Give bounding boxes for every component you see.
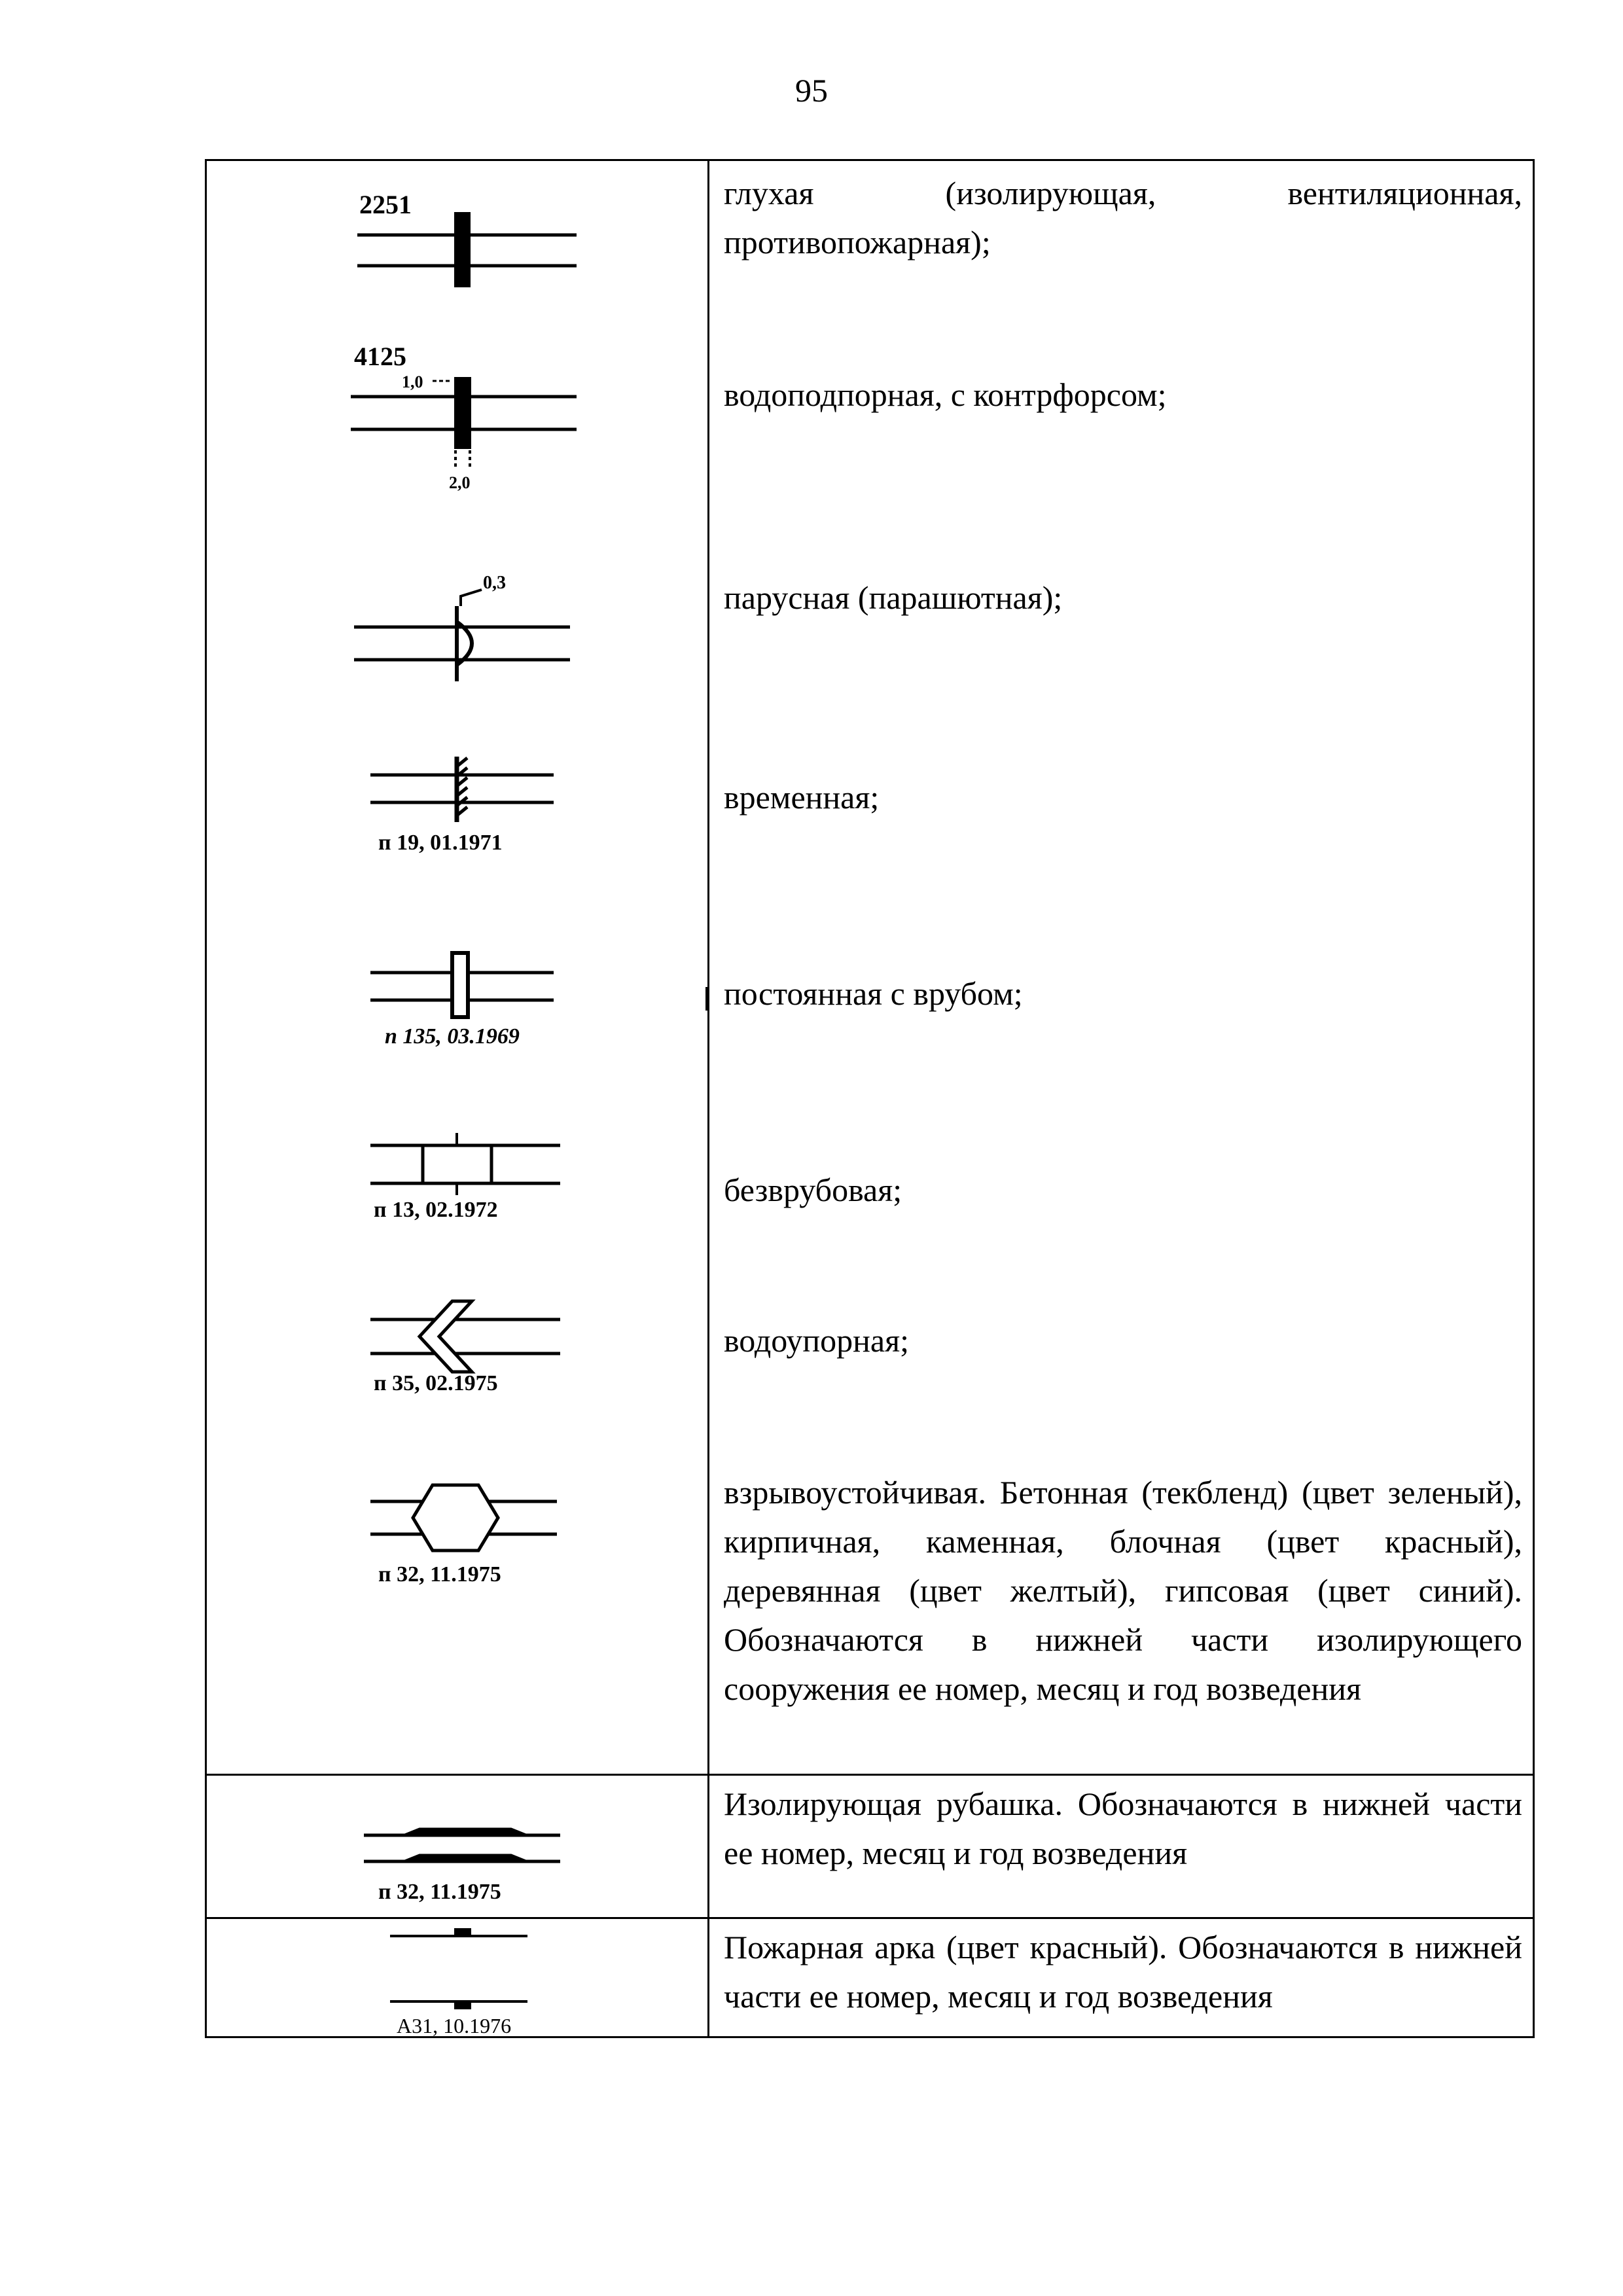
description-fire-arch: Пожарная арка (цвет красный). Обозначаются в нижней части ее номер, месяц и год возведения	[724, 1929, 1522, 2015]
row-divider	[207, 1917, 1533, 1919]
symbol-temporary	[207, 750, 707, 868]
symbol-blind-barrier	[207, 174, 707, 305]
symbol-no-notch	[207, 1130, 707, 1254]
symbol-water-retaining	[207, 338, 707, 508]
symbol-label: п 35, 02.1975	[374, 1371, 498, 1395]
symbol-blast-resistant	[207, 1477, 707, 1614]
symbol-waterproof	[207, 1300, 707, 1424]
column-divider	[707, 161, 709, 2036]
description-blind: глухая (изолирующая, вентиляционная, противопожарная);	[724, 175, 1522, 260]
description-temporary: временная;	[724, 779, 880, 816]
description-waterproof: водоупорная;	[724, 1322, 909, 1359]
symbol-label: п 13, 02.1972	[374, 1198, 498, 1222]
description-blast-resistant: взрывоустойчивая. Бетонная (текбленд) (цвет зеленый), кирпичная, каменная, блочная (цвет красный), деревянная (цвет желтый), гипсовая (цвет синий). Обозначаются в нижней части изолирующего сооружения ее номер, месяц и год возведения	[724, 1474, 1522, 1707]
symbol-sail	[207, 554, 707, 685]
page-number: 95	[795, 72, 828, 109]
symbol-label: А31, 10.1976	[397, 2014, 512, 2037]
symbol-label: п 32, 11.1975	[378, 1562, 501, 1587]
description-water-retaining: водоподпорная, с контрфорсом;	[724, 376, 1167, 413]
description-insulating-jacket: Изолирующая рубашка. Обозначаются в нижней части ее номер, месяц и год возведения	[724, 1785, 1522, 1871]
symbol-fire-arch	[207, 1922, 707, 2039]
symbol-label: п 32, 11.1975	[378, 1880, 501, 1904]
description-sail: парусная (парашютная);	[724, 579, 1063, 616]
dimension-bottom: 2,0	[449, 473, 471, 492]
symbol-label: 4125	[354, 342, 406, 371]
symbol-insulating-jacket	[207, 1804, 707, 1915]
legend-table	[205, 159, 1535, 2038]
description-permanent-notched: постоянная с врубом;	[724, 975, 1023, 1012]
symbol-label: п 19, 01.1971	[378, 831, 503, 855]
row-divider	[207, 1774, 1533, 1776]
dimension-top: 1,0	[402, 372, 423, 391]
symbol-permanent-notched	[207, 946, 707, 1071]
description-no-notch: безврубовая;	[724, 1172, 902, 1208]
symbol-label: 2251	[359, 190, 412, 219]
margin-mark	[705, 987, 708, 1011]
dimension: 0,3	[483, 573, 506, 593]
symbol-label: п 135, 03.1969	[385, 1024, 520, 1049]
